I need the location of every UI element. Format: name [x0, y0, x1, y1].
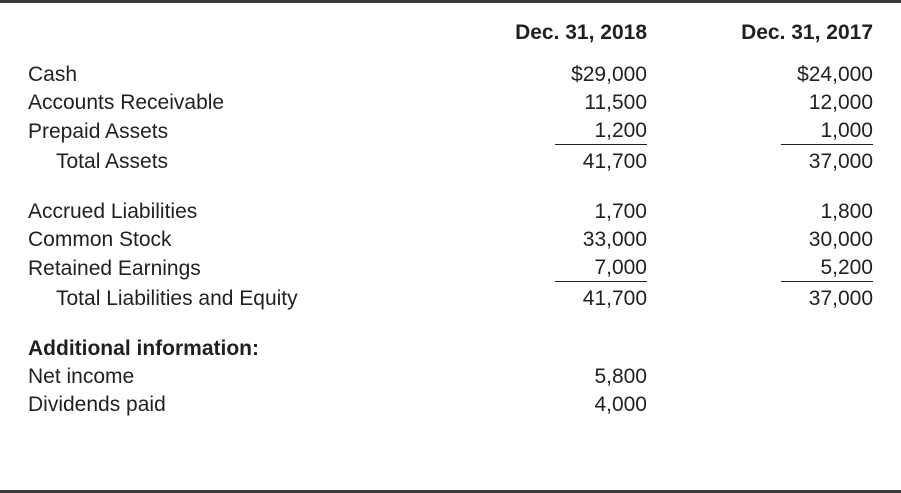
- table-header: [0, 3, 901, 61]
- row-value-2017: 1,800: [820, 200, 873, 223]
- row-value-2018: [450, 254, 675, 284]
- row-label: Dividends paid: [28, 393, 166, 416]
- table-row: [0, 89, 901, 117]
- heading-value-blank: [675, 335, 901, 363]
- header-row: [0, 3, 901, 61]
- row-value-2017-text: 1,000: [781, 119, 873, 145]
- row-value-2017: 12,000: [808, 91, 873, 114]
- additional-information-heading: Additional information:: [28, 337, 259, 360]
- row-label: Accounts Receivable: [28, 91, 225, 114]
- row-value-2018: $29,000: [571, 63, 647, 86]
- spacer-cell: [0, 176, 450, 198]
- table-row: [0, 61, 901, 89]
- row-value-2018: 4,000: [594, 393, 647, 416]
- table-row-total: [0, 284, 901, 313]
- table-row: [0, 254, 901, 284]
- row-spacer: [0, 313, 901, 335]
- column-header-2018: Dec. 31, 2018: [515, 21, 647, 44]
- table-body: [0, 61, 901, 419]
- column-header-blank: [0, 3, 450, 61]
- row-value-2017: [675, 363, 901, 391]
- row-value-2018-text: 7,000: [555, 256, 647, 282]
- row-label: Net income: [28, 365, 135, 388]
- row-value-2018: 11,500: [584, 91, 647, 114]
- row-spacer: [0, 176, 901, 198]
- row-value-2018: 41,700: [582, 287, 647, 310]
- row-label: Cash: [28, 63, 78, 86]
- row-value-2017: [675, 254, 901, 284]
- row-value-2017: 37,000: [808, 150, 873, 173]
- spacer-cell: [0, 313, 450, 335]
- row-label: Common Stock: [28, 228, 172, 251]
- row-label: Retained Earnings: [28, 257, 201, 280]
- row-value-2018: 5,800: [594, 365, 647, 388]
- row-value-2018: [450, 117, 675, 147]
- table-row: [0, 226, 901, 254]
- row-value-2017: 37,000: [808, 287, 873, 310]
- row-value-2018: 41,700: [582, 150, 647, 173]
- row-value-2017: 30,000: [808, 228, 873, 251]
- spacer-cell: [450, 176, 675, 198]
- table-row: [0, 117, 901, 147]
- table-row: [0, 391, 901, 419]
- row-label: Accrued Liabilities: [28, 200, 198, 223]
- heading-value-blank: [450, 335, 675, 363]
- row-value-2017: $24,000: [797, 63, 873, 86]
- row-value-2018: 33,000: [582, 228, 647, 251]
- row-value-2017-text: 5,200: [781, 256, 873, 282]
- table-row: [0, 198, 901, 226]
- table-row: [0, 363, 901, 391]
- row-value-2017: [675, 117, 901, 147]
- spacer-cell: [450, 313, 675, 335]
- additional-information-heading-row: [0, 335, 901, 363]
- row-label: Total Assets: [56, 150, 169, 173]
- row-value-2018: 1,700: [594, 200, 647, 223]
- row-label: Prepaid Assets: [28, 120, 169, 143]
- table-row-total: [0, 147, 901, 176]
- spacer-cell: [675, 313, 901, 335]
- row-value-2017: [675, 391, 901, 419]
- financial-table: [0, 3, 901, 419]
- spacer-cell: [675, 176, 901, 198]
- row-label: Total Liabilities and Equity: [56, 287, 298, 310]
- column-header-2017: Dec. 31, 2017: [741, 21, 873, 44]
- row-value-2018-text: 1,200: [555, 119, 647, 145]
